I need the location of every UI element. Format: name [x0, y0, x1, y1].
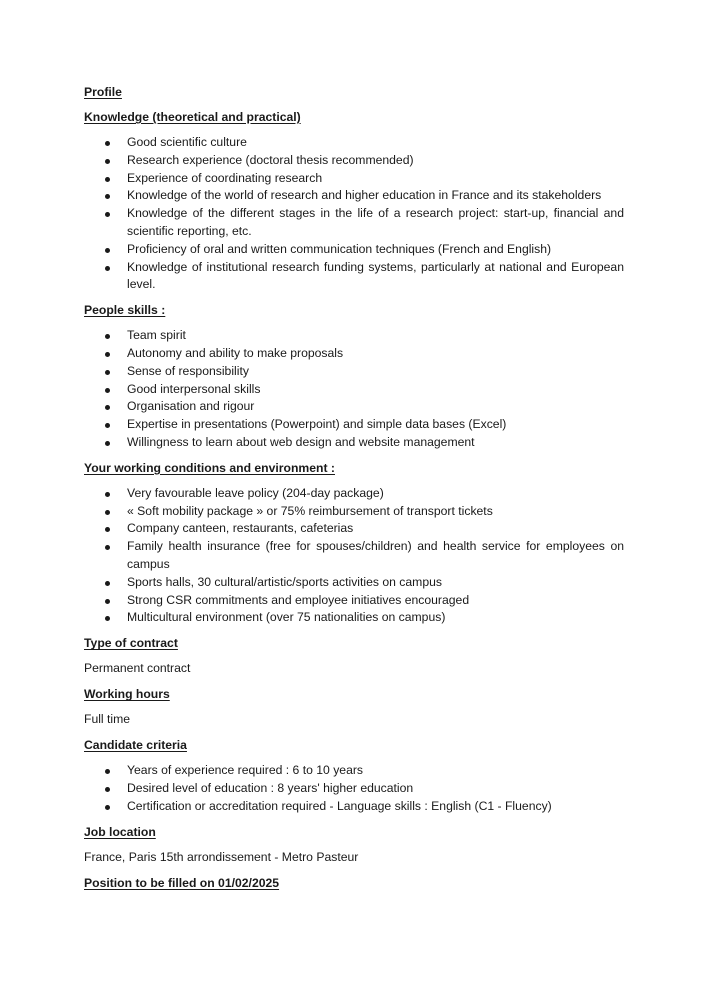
document-page: [84, 84, 624, 900]
list-item: Good scientific culture: [84, 134, 624, 152]
bullet-icon: [105, 266, 110, 271]
contract-value: Permanent contract: [84, 661, 191, 676]
list-item: Team spirit: [84, 327, 624, 345]
list-item: Knowledge of the different stages in the life of a research project: start-up, financial and scientific reporting, etc.: [84, 205, 624, 241]
contract-heading: Type of contract: [84, 636, 178, 651]
knowledge-list: [84, 134, 624, 294]
list-item: « Soft mobility package » or 75% reimbursement of transport tickets: [84, 503, 624, 521]
list-item: Experience of coordinating research: [84, 170, 624, 188]
list-item: Willingness to learn about web design and website management: [84, 434, 624, 452]
list-item: Autonomy and ability to make proposals: [84, 345, 624, 363]
list-item: Strong CSR commitments and employee initiatives encouraged: [84, 592, 624, 610]
bullet-icon: [105, 423, 110, 428]
bullet-icon: [105, 787, 110, 792]
bullet-icon: [105, 212, 110, 217]
list-item: Certification or accreditation required - Language skills : English (C1 - Fluency): [84, 798, 624, 816]
bullet-icon: [105, 405, 110, 410]
bullet-icon: [105, 141, 110, 146]
bullet-icon: [105, 616, 110, 621]
bullet-icon: [105, 805, 110, 810]
bullet-icon: [105, 492, 110, 497]
bullet-icon: [105, 441, 110, 446]
list-item: Sense of responsibility: [84, 363, 624, 381]
bullet-icon: [105, 177, 110, 182]
list-item: Family health insurance (free for spouses/children) and health service for employees on campus: [84, 538, 624, 574]
bullet-icon: [105, 769, 110, 774]
list-item: Company canteen, restaurants, cafeterias: [84, 520, 624, 538]
list-item: Very favourable leave policy (204-day package): [84, 485, 624, 503]
list-item: Expertise in presentations (Powerpoint) and simple data bases (Excel): [84, 416, 624, 434]
bullet-icon: [105, 599, 110, 604]
list-item: Proficiency of oral and written communication techniques (French and English): [84, 241, 624, 259]
bullet-icon: [105, 248, 110, 253]
criteria-heading: Candidate criteria: [84, 738, 187, 753]
bullet-icon: [105, 352, 110, 357]
list-item: Sports halls, 30 cultural/artistic/sports activities on campus: [84, 574, 624, 592]
people-skills-list: [84, 327, 624, 452]
people-skills-heading: People skills :: [84, 303, 166, 318]
bullet-icon: [105, 510, 110, 515]
list-item: Organisation and rigour: [84, 398, 624, 416]
bullet-icon: [105, 334, 110, 339]
list-item: Knowledge of institutional research funding systems, particularly at national and European level.: [84, 259, 624, 295]
location-heading: Job location: [84, 824, 156, 839]
list-item: Years of experience required : 6 to 10 years: [84, 762, 624, 780]
location-value: France, Paris 15th arrondissement - Metro Pasteur: [84, 849, 359, 864]
list-item: Good interpersonal skills: [84, 381, 624, 399]
bullet-icon: [105, 527, 110, 532]
list-item: Desired level of education : 8 years' higher education: [84, 780, 624, 798]
hours-heading: Working hours: [84, 687, 170, 702]
position-date-heading: Position to be filled on 01/02/2025: [84, 875, 280, 890]
knowledge-heading: Knowledge (theoretical and practical): [84, 110, 301, 124]
bullet-icon: [105, 581, 110, 586]
conditions-list: [84, 485, 624, 627]
conditions-heading: Your working conditions and environment :: [84, 460, 335, 475]
hours-value: Full time: [84, 712, 131, 727]
criteria-list: [84, 762, 624, 815]
bullet-icon: [105, 194, 110, 199]
list-item: Multicultural environment (over 75 nationalities on campus): [84, 609, 624, 627]
bullet-icon: [105, 545, 110, 550]
bullet-icon: [105, 388, 110, 393]
list-item: Research experience (doctoral thesis recommended): [84, 152, 624, 170]
bullet-icon: [105, 159, 110, 164]
list-item: Knowledge of the world of research and higher education in France and its stakeholders: [84, 187, 624, 205]
profile-heading: Profile: [84, 85, 122, 99]
bullet-icon: [105, 370, 110, 375]
